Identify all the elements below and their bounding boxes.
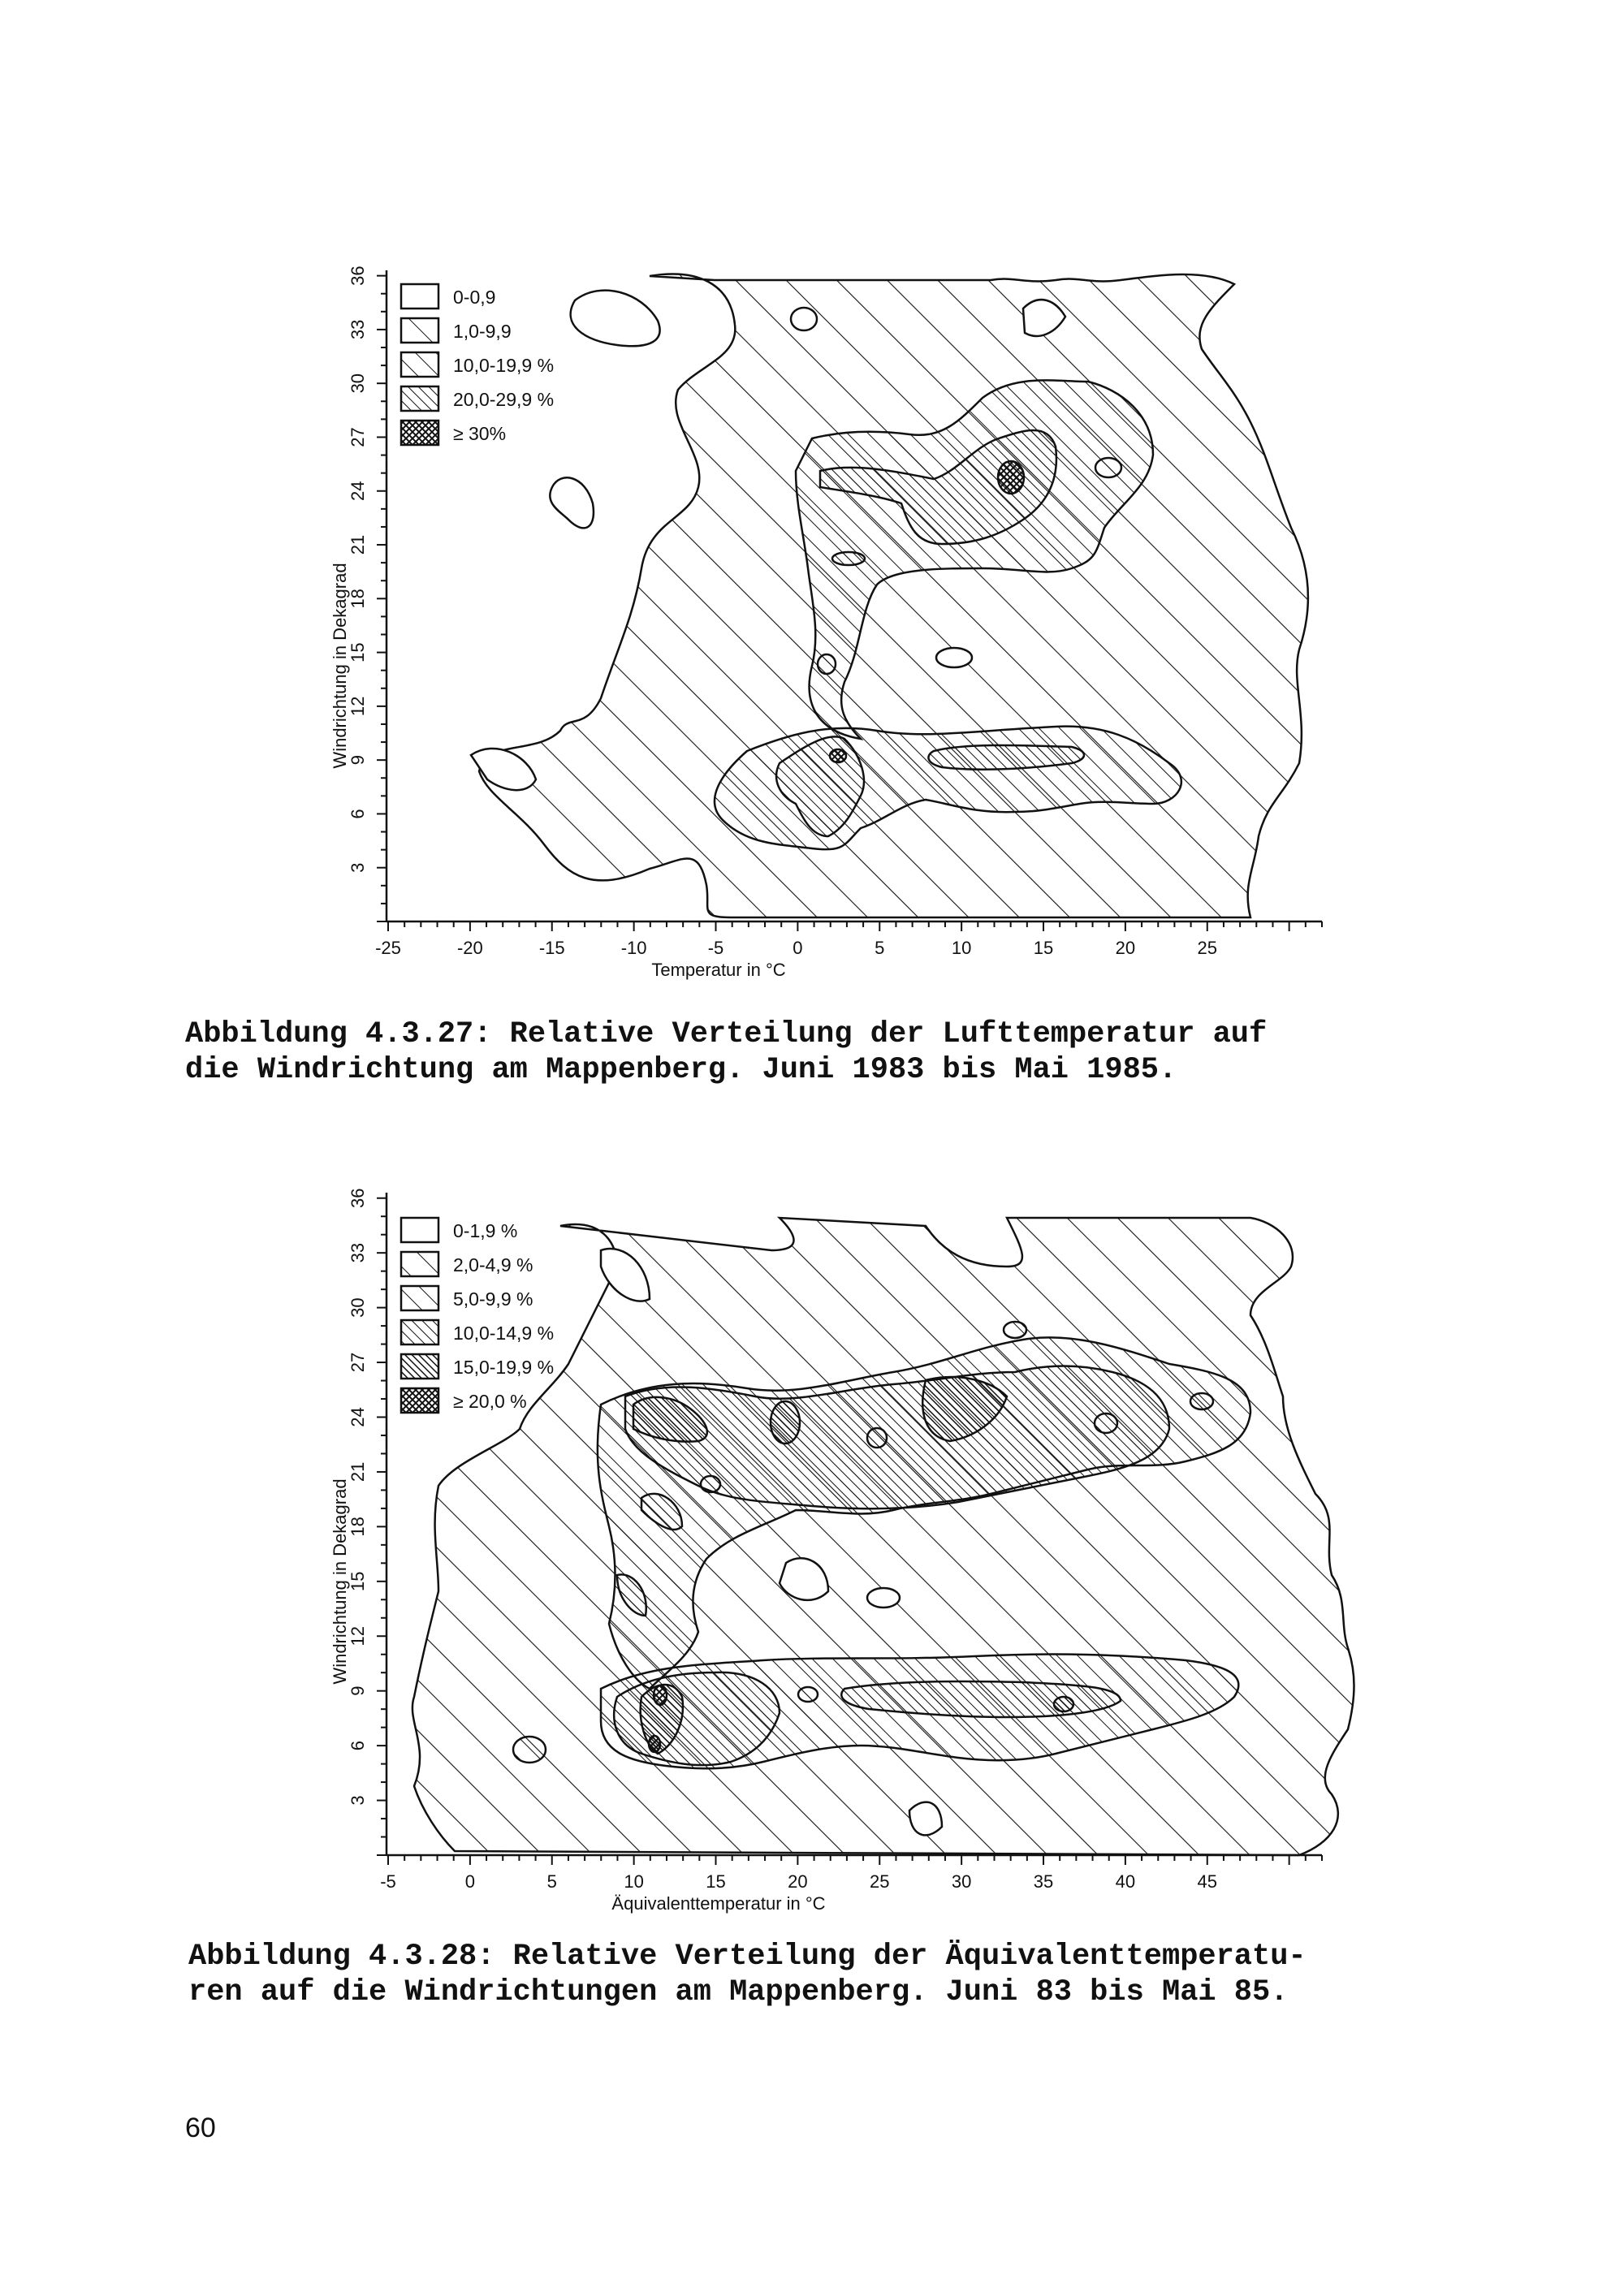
figure1-caption — [185, 1016, 1267, 1088]
y-tick-label: 36 — [348, 1188, 368, 1208]
legend-swatch — [401, 1320, 438, 1344]
legend-swatch — [401, 1252, 438, 1276]
x-tick-label: -5 — [380, 1871, 396, 1892]
y-tick-label: 12 — [348, 696, 368, 717]
y-tick-label: 6 — [348, 1740, 368, 1751]
legend-swatch — [401, 352, 438, 377]
page-number: 60 — [185, 2113, 216, 2143]
y-tick-label: 3 — [348, 862, 368, 873]
legend-label: 5,0-9,9 % — [453, 1288, 533, 1310]
legend-swatch — [401, 386, 438, 411]
y-tick-label: 33 — [348, 319, 368, 340]
figure1-y-axis-label: Windrichtung in Dekagrad — [330, 563, 350, 769]
figure1-y-ticks — [348, 265, 387, 921]
legend-swatch — [401, 1286, 438, 1310]
y-tick-label: 30 — [348, 1297, 368, 1318]
x-tick-label: -15 — [538, 938, 565, 958]
y-tick-label: 9 — [348, 755, 368, 766]
figure2-legend — [401, 1218, 554, 1413]
x-tick-label: 15 — [1033, 938, 1054, 958]
x-tick-label: 25 — [1197, 938, 1218, 958]
fig1-region-1-9 — [479, 274, 1308, 918]
fig1-region-ge30b — [830, 749, 846, 762]
figure1-x-ticks — [375, 921, 1322, 958]
figure1-chart — [330, 265, 1322, 980]
y-tick-label: 24 — [348, 1407, 368, 1427]
x-tick-label: 20 — [1115, 938, 1136, 958]
fig2-region-2-4 — [412, 1218, 1354, 1855]
y-tick-label: 18 — [348, 589, 368, 609]
x-tick-label: -5 — [707, 938, 724, 958]
x-tick-label: 5 — [875, 938, 885, 958]
y-tick-label: 27 — [348, 427, 368, 447]
x-tick-label: 10 — [951, 938, 972, 958]
y-tick-label: 9 — [348, 1685, 368, 1696]
legend-label: 2,0-4,9 % — [453, 1254, 533, 1275]
legend-label: 10,0-19,9 % — [453, 355, 555, 376]
x-tick-label: 0 — [793, 938, 803, 958]
y-tick-label: 21 — [348, 534, 368, 555]
fig2-region-ge20 — [654, 1685, 667, 1705]
figure2-x-axis-label: Äquivalenttemperatur in °C — [611, 1893, 826, 1914]
legend-swatch — [401, 1354, 438, 1379]
legend-label: ≥ 30% — [453, 423, 507, 444]
y-tick-label: 30 — [348, 373, 368, 394]
y-tick-label: 15 — [348, 1571, 368, 1592]
x-tick-label: 5 — [546, 1871, 557, 1892]
x-tick-label: 45 — [1197, 1871, 1218, 1892]
fig1-region-ge30 — [998, 461, 1024, 494]
x-tick-label: 30 — [951, 1871, 972, 1892]
figure1-caption-line1: Abbildung 4.3.27: Relative Verteilung der Lufttemperatur auf — [185, 1017, 1268, 1051]
figure1-x-axis-label: Temperatur in °C — [651, 960, 786, 980]
figure2-x-ticks — [380, 1855, 1322, 1892]
y-tick-label: 24 — [348, 481, 368, 501]
figure2-caption-line1: Abbildung 4.3.28: Relative Verteilung der Äquivalenttemperatu- — [188, 1940, 1307, 1974]
legend-label: 1,0-9,9 — [453, 321, 512, 342]
figure2-caption-line2: ren auf die Windrichtungen am Mappenberg. Juni 83 bis Mai 85. — [188, 1975, 1289, 2009]
y-tick-label: 36 — [348, 265, 368, 286]
legend-swatch — [401, 1388, 438, 1413]
figure2-y-axis-label: Windrichtung in Dekagrad — [330, 1478, 350, 1685]
legend-label: ≥ 20,0 % — [453, 1391, 527, 1412]
x-tick-label: 15 — [706, 1871, 726, 1892]
y-tick-label: 3 — [348, 1795, 368, 1806]
legend-swatch — [401, 421, 438, 445]
legend-swatch — [401, 318, 438, 343]
figure2-contours — [412, 1218, 1354, 1855]
y-tick-label: 6 — [348, 809, 368, 819]
x-tick-label: 20 — [788, 1871, 808, 1892]
x-tick-label: -25 — [375, 938, 401, 958]
x-tick-label: 10 — [624, 1871, 644, 1892]
y-tick-label: 33 — [348, 1242, 368, 1263]
y-tick-label: 18 — [348, 1517, 368, 1537]
fig2-region-ge20b — [649, 1736, 660, 1752]
x-tick-label: 40 — [1115, 1871, 1136, 1892]
legend-label: 15,0-19,9 % — [453, 1357, 555, 1378]
y-tick-label: 15 — [348, 642, 368, 662]
legend-label: 20,0-29,9 % — [453, 389, 555, 410]
legend-label: 0-0,9 — [453, 287, 496, 308]
figure2-y-ticks — [348, 1189, 387, 1855]
x-tick-label: 0 — [464, 1871, 476, 1892]
legend-label: 10,0-14,9 % — [453, 1323, 555, 1344]
y-tick-label: 12 — [348, 1626, 368, 1646]
x-tick-label: 35 — [1033, 1871, 1054, 1892]
legend-swatch — [401, 1218, 438, 1242]
figure1-caption-line2: die Windrichtung am Mappenberg. Juni 1983 bis Mai 1985. — [185, 1053, 1177, 1087]
figure1-legend — [401, 284, 554, 445]
legend-swatch — [401, 284, 438, 309]
y-tick-label: 27 — [348, 1352, 368, 1373]
x-tick-label: 25 — [870, 1871, 890, 1892]
x-tick-label: -10 — [620, 938, 647, 958]
legend-label: 0-1,9 % — [453, 1220, 518, 1241]
x-tick-label: -20 — [456, 938, 483, 958]
y-tick-label: 21 — [348, 1461, 368, 1482]
figure1-contours — [471, 274, 1308, 918]
figure2-chart — [330, 1189, 1354, 1914]
figure2-caption — [188, 1939, 1307, 2010]
